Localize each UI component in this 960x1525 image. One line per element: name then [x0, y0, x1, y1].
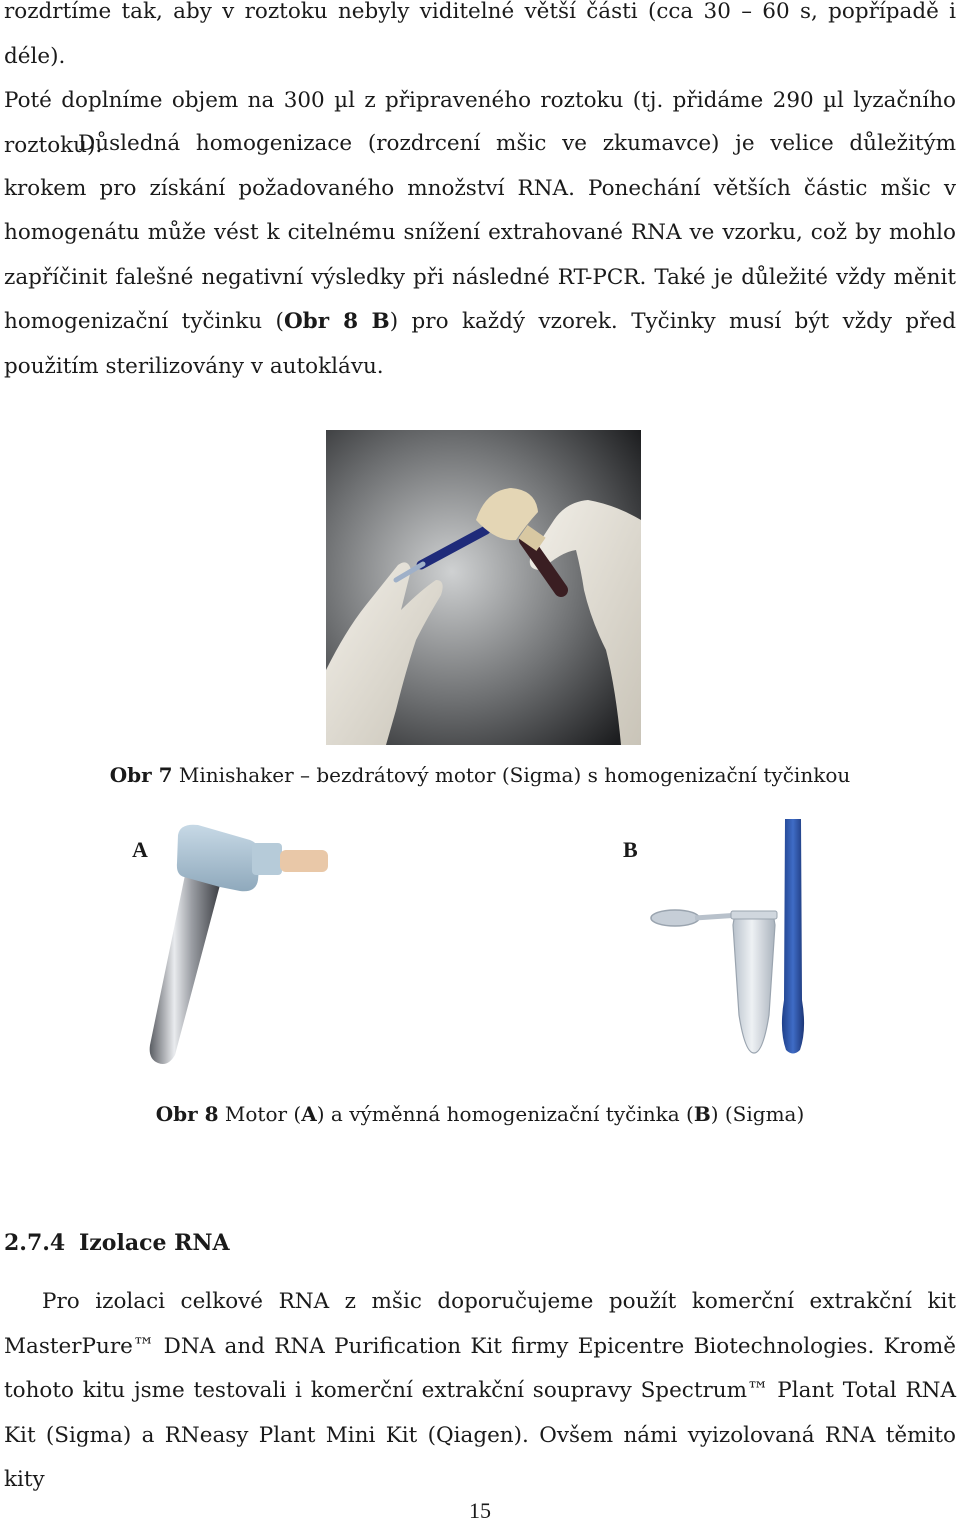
p2-ref-obr: Obr 8 [283, 309, 359, 334]
p2-text-a: Důsledná homogenizace (rozdrcení mšic ve zkumavce) je velice důležitým krokem pro získání požadovaného množství RNA. Ponechání větších částic mšic v homogenátu může vést k citelnému snížení extrahované RNA ve vzorku, což by mohlo zapříčinit falešné negativní výsledky při následné RT-PCR. Také je důležité vždy měnit homogenizační tyčinku ( [4, 131, 956, 334]
section-title: Izolace RNA [79, 1230, 230, 1256]
figure-8-caption-t3: ) (Sigma) [710, 1102, 805, 1126]
figure-7-caption [0, 761, 960, 789]
p3-text: Pro izolaci celkové RNA z mšic doporučujeme použít komerční extrakční kit MasterPure™ DNA and RNA Purification Kit firmy Epicentre Biotechnologies. Kromě tohoto kitu jsme testovali i komerční extrakční soupravy Spectrum™ Plant Total RNA Kit (Sigma) a RNeasy Plant Mini Kit (Qiagen). Ovšem námi vyizolovaná RNA těmito kity [4, 1289, 956, 1492]
figure-8-label-a: A [132, 837, 148, 862]
p2-text-b: ) pro každý vzorek. Tyčinky musí být vždy před použitím sterilizovány v autoklávu. [4, 309, 956, 379]
figure-7-caption-text: Minishaker – bezdrátový motor (Sigma) s homogenizační tyčinkou [172, 763, 851, 787]
figure-8-caption-t1: Motor ( [218, 1102, 302, 1126]
figure-8a-motor [80, 805, 415, 1085]
figure-7-photo [326, 430, 641, 745]
section-number: 2.7.4 [4, 1230, 66, 1256]
figure-8b-pestle-tube [645, 815, 815, 1060]
figure-8-caption-t2: ) a výměnná homogenizační tyčinka ( [316, 1102, 694, 1126]
paragraph-homogenization [4, 122, 956, 389]
section-heading [4, 1228, 230, 1258]
figure-7-caption-label: Obr 7 [109, 763, 173, 787]
figure-8-label-b: B [623, 837, 638, 862]
figure-8-caption [0, 1100, 960, 1128]
p1-line3: roztoku). [4, 132, 103, 158]
p1-line2: Poté doplníme objem na 300 µl z připraveného roztoku (tj. přidáme 290 µl lyzačního [4, 88, 956, 113]
figure-8-caption-label: Obr 8 [155, 1102, 219, 1126]
figure-8-caption-a: A [301, 1102, 317, 1126]
p1-line1: rozdrtíme tak, aby v roztoku nebyly viditelné větší části (cca 30 – 60 s, popřípadě i déle). [4, 0, 956, 69]
p2-ref-b: B [371, 309, 390, 334]
paragraph-rna-isolation [4, 1280, 956, 1503]
figure-8-caption-b: B [693, 1102, 711, 1126]
page-number: 15 [469, 1498, 491, 1523]
